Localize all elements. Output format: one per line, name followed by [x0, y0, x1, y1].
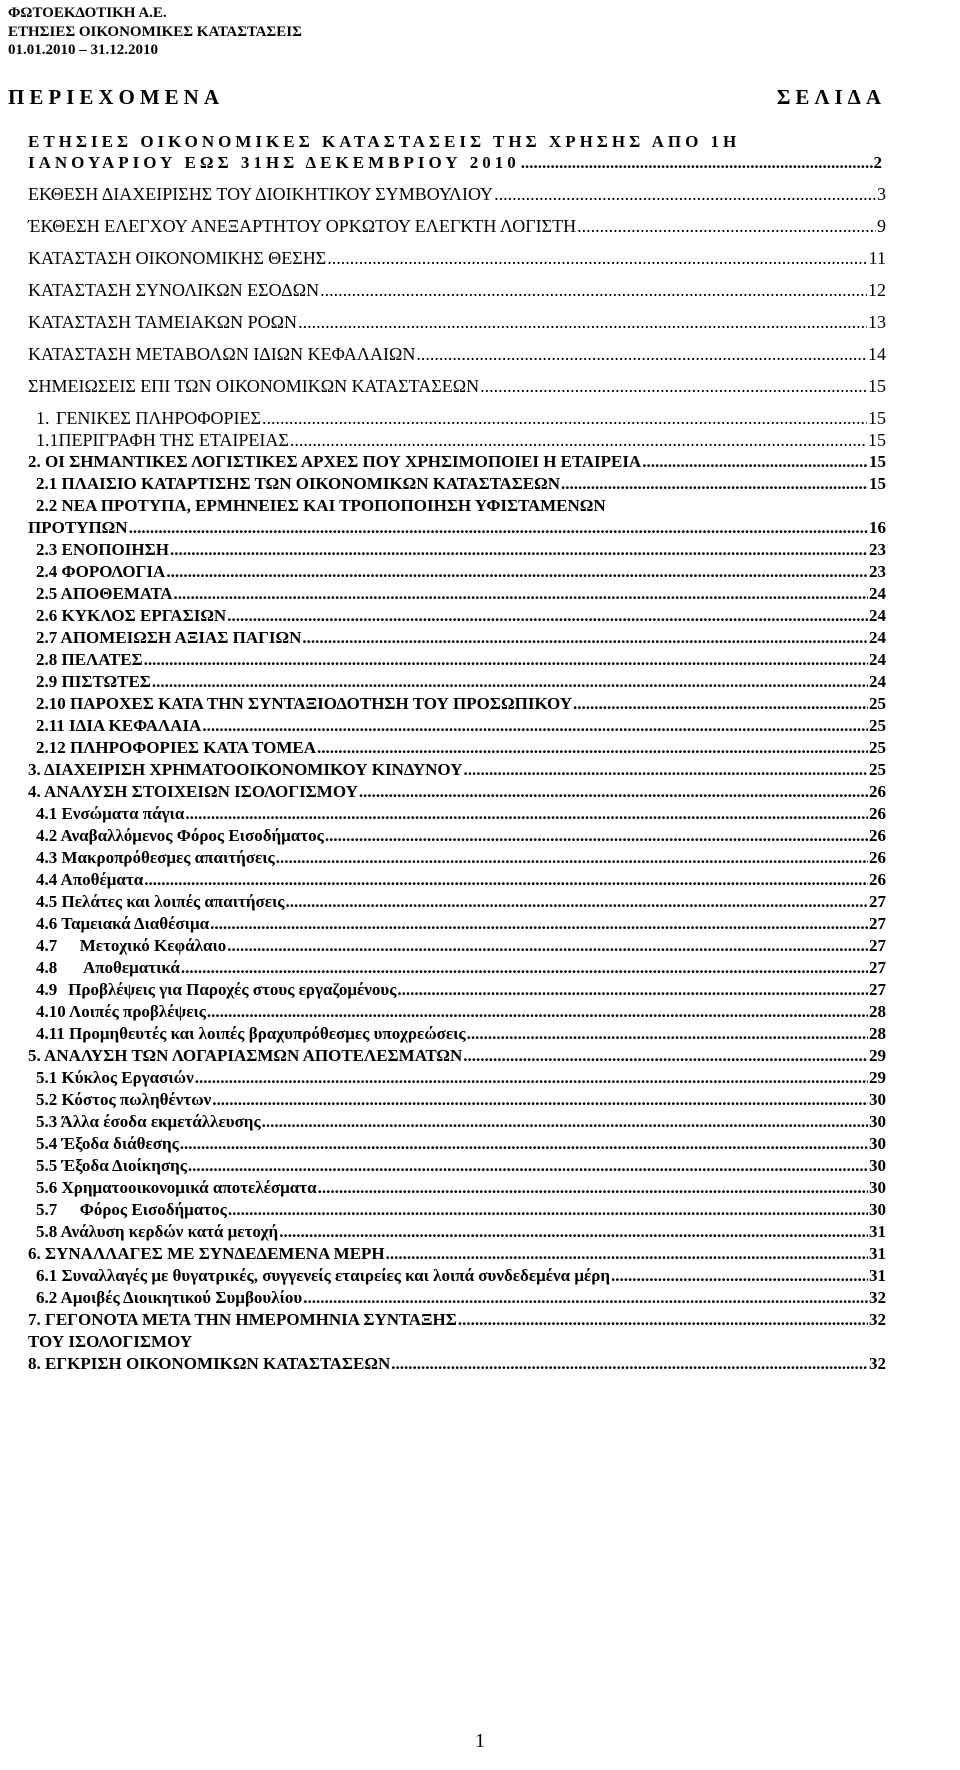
- toc-entry[interactable]: [0, 312, 960, 336]
- dot-leader: [463, 760, 868, 780]
- toc-entry[interactable]: [0, 248, 960, 272]
- toc-entry-page: 30: [869, 1112, 886, 1131]
- dot-leader: [262, 1112, 868, 1132]
- toc-entry-page: 30: [869, 1200, 886, 1219]
- company-name: ΦΩΤΟΕΚΔΟΤΙΚΗ Α.Ε.: [8, 5, 167, 21]
- toc-entry-page: 27: [869, 892, 886, 911]
- toc-entry-label: 3. ΔΙΑΧΕΙΡΙΣΗ ΧΡΗΜΑΤΟΟΙΚΟΝΟΜΙΚΟΥ ΚΙΝΔΥΝΟΥ: [28, 760, 463, 779]
- toc-entry-label: ΤΟΥ ΙΣΟΛΟΓΙΣΜΟΥ: [28, 1332, 193, 1351]
- toc-entry-label: 4.6 Ταμειακά Διαθέσιμα: [36, 914, 210, 933]
- toc-entry[interactable]: [0, 782, 960, 806]
- toc-entry-page: 2: [873, 153, 886, 172]
- toc-entry[interactable]: [0, 892, 960, 916]
- toc-entry[interactable]: [0, 184, 960, 208]
- dot-leader: [228, 1200, 868, 1220]
- toc-entry[interactable]: [0, 344, 960, 368]
- dot-leader: [463, 1046, 868, 1066]
- toc-entry-label: 5.3 Άλλα έσοδα εκμετάλλευσης: [36, 1112, 261, 1131]
- toc-entry[interactable]: [0, 562, 960, 586]
- toc-entry[interactable]: [0, 1266, 960, 1290]
- toc-entry-label: 4.10 Λοιπές προβλέψεις: [36, 1002, 206, 1021]
- toc-entry[interactable]: [0, 716, 960, 740]
- toc-entry[interactable]: [0, 1222, 960, 1246]
- dot-leader: [210, 914, 868, 934]
- toc-heading: [8, 85, 886, 110]
- toc-entry[interactable]: [0, 1156, 960, 1180]
- dot-leader: [180, 1134, 868, 1154]
- toc-entry-label: ΚΑΤΑΣΤΑΣΗ ΜΕΤΑΒΟΛΩΝ ΙΔΙΩΝ ΚΕΦΑΛΑΙΩΝ: [28, 344, 416, 364]
- toc-entry[interactable]: [0, 153, 960, 177]
- dot-leader: [207, 1002, 868, 1022]
- toc-entry[interactable]: [0, 1178, 960, 1202]
- toc-entry-page: 13: [868, 312, 886, 332]
- dot-leader: [494, 184, 876, 205]
- dot-leader: [227, 606, 868, 626]
- toc-entry-label: 2.12 ΠΛΗΡΟΦΟΡΙΕΣ ΚΑΤΑ ΤΟΜΕΑ: [36, 738, 316, 757]
- toc-entry-label: ΚΑΤΑΣΤΑΣΗ ΟΙΚΟΝΟΜΙΚΗΣ ΘΕΣΗΣ: [28, 248, 327, 268]
- toc-entry-page: 15: [868, 408, 886, 428]
- toc-contents-label: ΠΕΡΙΕΧΟΜΕΝΑ: [8, 85, 225, 109]
- toc-entry[interactable]: [0, 980, 960, 1004]
- dot-leader: [458, 1310, 868, 1330]
- toc-entry-label: 4.5 Πελάτες και λοιπές απαιτήσεις: [36, 892, 285, 911]
- toc-entry-page: 12: [868, 280, 886, 300]
- toc-entry-page: 23: [869, 540, 886, 559]
- toc-entry-label: 4.4 Αποθέματα: [36, 870, 144, 889]
- dot-leader: [152, 672, 868, 692]
- toc-entry-label: 5.4 Έξοδα διάθεσης: [36, 1134, 179, 1153]
- toc-entry-page: 25: [869, 694, 886, 713]
- dot-leader: [302, 628, 868, 648]
- toc-entry-label: 2.11 ΙΔΙΑ ΚΕΦΑΛΑΙΑ: [36, 716, 202, 735]
- toc-entry-page: 25: [869, 716, 886, 735]
- toc-entry-page: 26: [869, 804, 886, 823]
- toc-entry-page: 16: [869, 518, 886, 537]
- toc-entry-label: 2.9 ΠΙΣΤΩΤΕΣ: [36, 672, 151, 691]
- toc-entry[interactable]: [0, 1200, 960, 1224]
- toc-entry[interactable]: [0, 408, 960, 432]
- toc-entry-page: 29: [869, 1046, 886, 1065]
- toc-entry-page: 26: [869, 870, 886, 889]
- toc-entry-label: 7. ΓΕΓΟΝΟΤΑ ΜΕΤΑ ΤΗΝ ΗΜΕΡΟΜΗΝΙΑ ΣΥΝΤΑΞΗΣ: [28, 1310, 457, 1329]
- dot-leader: [285, 892, 868, 912]
- dot-leader: [144, 870, 868, 890]
- dot-leader: [327, 248, 867, 269]
- toc-entry-label: 2.3 ΕΝΟΠΟΙΗΣΗ: [36, 540, 169, 559]
- toc-entry-page: 31: [869, 1244, 886, 1263]
- toc-entry-label: 6.1 Συναλλαγές με θυγατρικές, συγγενείς εταιρείες και λοιπά συνδεδεμένα μέρη: [36, 1266, 611, 1285]
- reporting-period: 01.01.2010 – 31.12.2010: [8, 42, 158, 58]
- toc-entry-page: 3: [877, 184, 886, 204]
- toc-entry[interactable]: [0, 958, 960, 982]
- toc-entry-label: ΚΑΤΑΣΤΑΣΗ ΣΥΝΟΛΙΚΩΝ ΕΣΟΔΩΝ: [28, 280, 320, 300]
- toc-entry-label: 6. ΣΥΝΑΛΛΑΓΕΣ ΜΕ ΣΥΝΔΕΔΕΜΕΝΑ ΜΕΡΗ: [28, 1244, 385, 1263]
- toc-entry[interactable]: [0, 518, 960, 542]
- toc-entry[interactable]: [0, 1090, 960, 1114]
- toc-entry-page: 29: [869, 1068, 886, 1087]
- dot-leader: [416, 344, 867, 365]
- toc-entry[interactable]: [0, 216, 960, 240]
- toc-entry-label: 5. ΑΝΑΛΥΣΗ ΤΩΝ ΛΟΓΑΡΙΑΣΜΩΝ ΑΠΟΤΕΛΕΣΜΑΤΩΝ: [28, 1046, 463, 1065]
- toc-entry-label: 5.8 Ανάλυση κερδών κατά μετοχή: [36, 1222, 279, 1241]
- toc-entry-label: ΕΤΗΣΙΕΣ ΟΙΚΟΝΟΜΙΚΕΣ ΚΑΤΑΣΤΑΣΕΙΣ ΤΗΣ ΧΡΗΣΗΣ ΑΠΟ 1Η: [28, 132, 741, 151]
- toc-entry[interactable]: [0, 280, 960, 304]
- toc-entry[interactable]: [0, 376, 960, 400]
- dot-leader: [166, 562, 868, 582]
- toc-entry[interactable]: [0, 848, 960, 872]
- toc-entry-page: 24: [869, 584, 886, 603]
- toc-entry-page: 24: [869, 650, 886, 669]
- dot-leader: [642, 452, 868, 472]
- toc-entry-page: 24: [869, 672, 886, 691]
- dot-leader: [188, 1156, 868, 1176]
- toc-entry[interactable]: [0, 540, 960, 564]
- dot-leader: [320, 280, 867, 301]
- toc-entry-page: 26: [869, 782, 886, 801]
- toc-entry-label: Μετοχικό Κεφάλαιο: [79, 936, 227, 955]
- toc-entry-label: 2.6 ΚΥΚΛΟΣ ΕΡΓΑΣΙΩΝ: [36, 606, 227, 625]
- toc-entry-label: 2. ΟΙ ΣΗΜΑΝΤΙΚΕΣ ΛΟΓΙΣΤΙΚΕΣ ΑΡΧΕΣ ΠΟΥ ΧΡΗΣΙΜΟΠΟΙΕΙ Η ΕΤΑΙΡΕΙΑ: [28, 452, 642, 471]
- toc-entry-label: 5.6 Χρηματοοικονομικά αποτελέσματα: [36, 1178, 317, 1197]
- dot-leader: [298, 312, 867, 333]
- dot-leader: [318, 1178, 868, 1198]
- toc-entry-label: 2.7 ΑΠΟΜΕΙΩΣΗ ΑΞΙΑΣ ΠΑΓΙΩΝ: [36, 628, 302, 647]
- toc-entry-number: 4.8: [36, 958, 58, 977]
- toc-entry-label: ΣΗΜΕΙΩΣΕΙΣ ΕΠΙ ΤΩΝ ΟΙΚΟΝΟΜΙΚΩΝ ΚΑΤΑΣΤΑΣΕΩΝ: [28, 376, 480, 396]
- dot-leader: [386, 1244, 868, 1264]
- toc-entry-page: 30: [869, 1090, 886, 1109]
- toc-entry[interactable]: [0, 826, 960, 850]
- toc-entry-label: ΙΑΝΟΥΑΡΙΟΥ ΕΩΣ 31ΗΣ ΔΕΚΕΜΒΡΙΟΥ 2010: [28, 153, 520, 172]
- toc-entry-label: 4.3 Μακροπρόθεσμες απαιτήσεις: [36, 848, 275, 867]
- toc-entry-page: 32: [869, 1288, 886, 1307]
- toc-entry[interactable]: [0, 1354, 960, 1378]
- toc-entry[interactable]: [0, 1288, 960, 1312]
- toc-entry-page: 30: [869, 1156, 886, 1175]
- toc-entry[interactable]: [0, 760, 960, 784]
- toc-entry-page: 25: [869, 738, 886, 757]
- toc-entry-page: 28: [869, 1024, 886, 1043]
- toc-entry-page: 31: [869, 1222, 886, 1241]
- dot-leader: [521, 153, 873, 173]
- dot-leader: [577, 216, 876, 237]
- toc-entry[interactable]: [0, 936, 960, 960]
- toc-entry-page: 24: [869, 606, 886, 625]
- toc-entry[interactable]: [0, 430, 960, 454]
- dot-leader: [276, 848, 868, 868]
- toc-entry[interactable]: [0, 496, 960, 520]
- toc-entry-label: 4.2 Αναβαλλόμενος Φόρος Εισοδήματος: [36, 826, 324, 845]
- toc-entry-number: 5.7: [36, 1200, 58, 1219]
- toc-entry-page: 32: [869, 1354, 886, 1373]
- toc-entry[interactable]: [0, 1046, 960, 1070]
- toc-entry-page: 26: [869, 826, 886, 845]
- dot-leader: [185, 804, 868, 824]
- dot-leader: [279, 1222, 868, 1242]
- toc-entry[interactable]: [0, 452, 960, 476]
- toc-entry[interactable]: [0, 804, 960, 828]
- toc-entry[interactable]: [0, 1002, 960, 1026]
- toc-entry-label: 8. ΕΓΚΡΙΣΗ ΟΙΚΟΝΟΜΙΚΩΝ ΚΑΤΑΣΤΑΣΕΩΝ: [28, 1354, 391, 1373]
- toc-entry-page: 24: [869, 628, 886, 647]
- document-header: [8, 4, 408, 60]
- toc-entry-page: 30: [869, 1134, 886, 1153]
- toc-entry-page: 15: [869, 452, 886, 471]
- toc-entry[interactable]: [0, 606, 960, 630]
- toc-entry[interactable]: [0, 1332, 960, 1356]
- toc-entry[interactable]: [0, 694, 960, 718]
- toc-entry-label: Προβλέψεις για Παροχές στους εργαζομένους: [68, 980, 397, 999]
- dot-leader: [611, 1266, 868, 1286]
- toc-entry[interactable]: [0, 1134, 960, 1158]
- toc-entry-page: 27: [869, 958, 886, 977]
- toc-entry-label: 5.1 Κύκλος Εργασιών: [36, 1068, 194, 1087]
- toc-entry-page: 27: [869, 980, 886, 999]
- toc-entry-page: 14: [868, 344, 886, 364]
- toc-entry-label: ΚΑΤΑΣΤΑΣΗ ΤΑΜΕΙΑΚΩΝ ΡΟΩΝ: [28, 312, 298, 332]
- dot-leader: [181, 958, 868, 978]
- dot-leader: [325, 826, 868, 846]
- toc-entry-page: 27: [869, 936, 886, 955]
- dot-leader: [573, 694, 868, 714]
- toc-entry[interactable]: [0, 474, 960, 498]
- toc-entry-label: ΈΚΘΕΣΗ ΕΛΕΓΧΟΥ ΑΝΕΞΑΡΤΗΤΟΥ ΟΡΚΩΤΟΥ ΕΛΕΓΚΤΗ ΛΟΓΙΣΤΗ: [28, 216, 577, 236]
- dot-leader: [202, 716, 868, 736]
- toc-entry-label: 4. ΑΝΑΛΥΣΗ ΣΤΟΙΧΕΙΩΝ ΙΣΟΛΟΓΙΣΜΟΥ: [28, 782, 358, 801]
- toc-entry[interactable]: [0, 914, 960, 938]
- toc-entry[interactable]: [0, 1244, 960, 1268]
- toc-entry-label: ΕΚΘΕΣΗ ΔΙΑΧΕΙΡΙΣΗΣ ΤΟΥ ΔΙΟΙΚΗΤΙΚΟΥ ΣΥΜΒΟΥΛΙΟΥ: [28, 184, 494, 204]
- toc-entry[interactable]: [0, 628, 960, 652]
- document-subtitle: ΕΤΗΣΙΕΣ ΟΙΚΟΝΟΜΙΚΕΣ ΚΑΤΑΣΤΑΣΕΙΣ: [8, 23, 302, 40]
- toc-entry-number: 4.7: [36, 936, 58, 955]
- dot-leader: [561, 474, 868, 494]
- toc-entry-label: 2.10 ΠΑΡΟΧΕΣ ΚΑΤΑ ΤΗΝ ΣΥΝΤΑΞΙΟΔΟΤΗΣΗ ΤΟΥ ΠΡΟΣΩΠΙΚΟΥ: [36, 694, 573, 713]
- toc-entry-number: 1.1: [36, 430, 59, 450]
- toc-entry-page: 30: [869, 1178, 886, 1197]
- toc-entry[interactable]: [0, 672, 960, 696]
- toc-entry-page: 23: [869, 562, 886, 581]
- dot-leader: [212, 1090, 868, 1110]
- toc-entry-page: 9: [877, 216, 886, 236]
- toc-entry-page: 31: [869, 1266, 886, 1285]
- toc-entry[interactable]: [0, 1112, 960, 1136]
- toc-entry-label: 4.1 Ενσώματα πάγια: [36, 804, 185, 823]
- toc-entry-label: 2.2 ΝΕΑ ΠΡΟΤΥΠΑ, ΕΡΜΗΝΕΙΕΣ ΚΑΙ ΤΡΟΠΟΠΟΙΗΣΗ ΥΦΙΣΤΑΜΕΝΩΝ: [36, 496, 606, 515]
- dot-leader: [467, 1024, 868, 1044]
- toc-entry[interactable]: [0, 870, 960, 894]
- toc-page-label: ΣΕΛΙΔΑ: [776, 85, 886, 109]
- toc-entry-label: Φόρος Εισοδήματος: [79, 1200, 227, 1219]
- toc-entry-label: ΠΡΟΤΥΠΩΝ: [28, 518, 128, 537]
- dot-leader: [195, 1068, 868, 1088]
- dot-leader: [227, 936, 868, 956]
- toc-entry-label: 2.8 ΠΕΛΑΤΕΣ: [36, 650, 143, 669]
- toc-entry-page: 11: [868, 248, 886, 268]
- dot-leader: [317, 738, 868, 758]
- toc-entry-label: 6.2 Αμοιβές Διοικητικού Συμβουλίου: [36, 1288, 303, 1307]
- toc-entry-label: 2.4 ΦΟΡΟΛΟΓΙΑ: [36, 562, 166, 581]
- toc-entry-page: 26: [869, 848, 886, 867]
- toc-entry-label: ΠΕΡΙΓΡΑΦΗ ΤΗΣ ΕΤΑΙΡΕΙΑΣ: [58, 430, 289, 450]
- dot-leader: [173, 584, 868, 604]
- dot-leader: [170, 540, 868, 560]
- toc-entry-label: ΓΕΝΙΚΕΣ ΠΛΗΡΟΦΟΡΙΕΣ: [55, 408, 262, 428]
- toc-entry-label: 2.5 ΑΠΟΘΕΜΑΤΑ: [36, 584, 173, 603]
- dot-leader: [391, 1354, 868, 1374]
- dot-leader: [480, 376, 867, 397]
- toc-entry-label: 5.2 Κόστος πωληθέντων: [36, 1090, 212, 1109]
- toc-entry-label: 4.11 Προμηθευτές και λοιπές βραχυπρόθεσμες υποχρεώσεις: [36, 1024, 466, 1043]
- toc-entry-label: 2.1 ΠΛΑΙΣΙΟ ΚΑΤΑΡΤΙΣΗΣ ΤΩΝ ΟΙΚΟΝΟΜΙΚΩΝ ΚΑΤΑΣΤΑΣΕΩΝ: [36, 474, 561, 493]
- dot-leader: [359, 782, 868, 802]
- toc-entry[interactable]: [0, 650, 960, 674]
- dot-leader: [397, 980, 868, 1000]
- toc-entry[interactable]: [0, 738, 960, 762]
- dot-leader: [290, 430, 867, 451]
- toc-entry-page: 15: [868, 430, 886, 450]
- page-number: 1: [475, 1730, 485, 1752]
- toc-entry-page: 27: [869, 914, 886, 933]
- dot-leader: [144, 650, 868, 670]
- dot-leader: [262, 408, 867, 429]
- toc-entry-page: 15: [869, 474, 886, 493]
- toc-entry-page: 25: [869, 760, 886, 779]
- toc-entry[interactable]: [0, 1310, 960, 1334]
- toc-entry-label: 5.5 Έξοδα Διοίκησης: [36, 1156, 187, 1175]
- toc-entry-number: 4.9: [36, 980, 58, 999]
- toc-entry-number: 1.: [36, 408, 50, 428]
- dot-leader: [303, 1288, 868, 1308]
- toc-entry-page: 32: [869, 1310, 886, 1329]
- toc-entry-label: Αποθεματικά: [82, 958, 180, 977]
- toc-entry[interactable]: [0, 1024, 960, 1048]
- toc-entry[interactable]: [0, 1068, 960, 1092]
- toc-entry-page: 28: [869, 1002, 886, 1021]
- toc-entry-page: 15: [868, 376, 886, 396]
- toc-entry[interactable]: [0, 584, 960, 608]
- dot-leader: [129, 518, 868, 538]
